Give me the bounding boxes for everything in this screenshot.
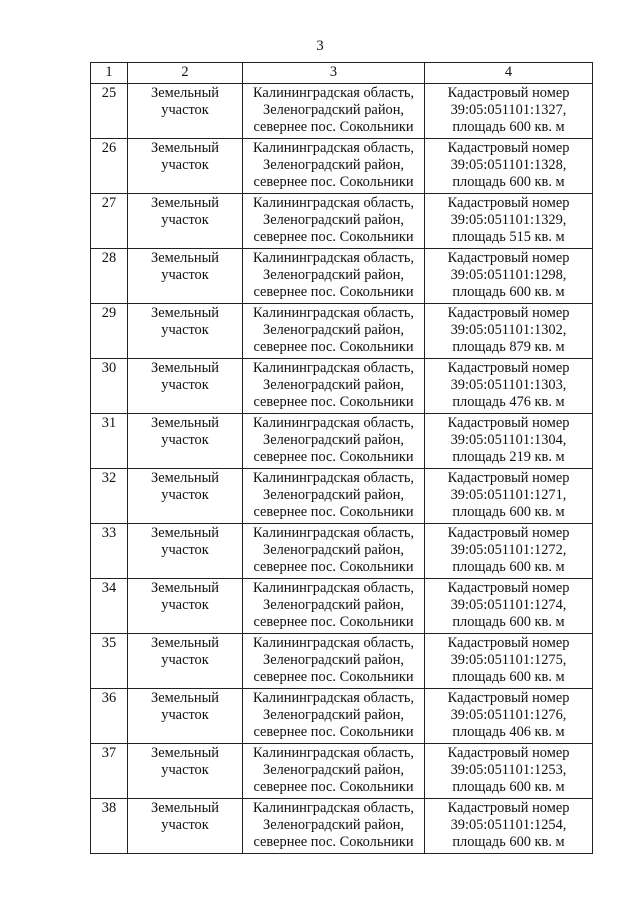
- object-location-line: севернее пос. Сокольники: [253, 449, 414, 465]
- object-type-line: участок: [161, 267, 209, 283]
- object-details-line: 39:05:051101:1304,: [450, 432, 567, 448]
- object-location-line: Калининградская область,: [252, 635, 415, 651]
- object-details-line: Кадастровый номер: [447, 525, 570, 541]
- object-details-line: 39:05:051101:1328,: [450, 157, 567, 173]
- table-row: [91, 304, 593, 359]
- object-location-line: Калининградская область,: [252, 305, 415, 321]
- header-col-3: 3: [243, 63, 425, 84]
- object-details-line: 39:05:051101:1329,: [450, 212, 567, 228]
- object-details: [425, 139, 593, 194]
- table-row: [91, 634, 593, 689]
- object-location: [243, 414, 425, 469]
- header-col-1: 1: [91, 63, 128, 84]
- object-details-line: площадь 515 кв. м: [452, 229, 565, 245]
- object-type: [128, 249, 243, 304]
- object-details: [425, 579, 593, 634]
- object-type: [128, 139, 243, 194]
- object-location: [243, 524, 425, 579]
- table-body: [91, 84, 593, 854]
- object-details-line: площадь 406 кв. м: [452, 724, 565, 740]
- table-row: [91, 469, 593, 524]
- object-location: [243, 579, 425, 634]
- object-type: [128, 469, 243, 524]
- object-location-line: Зеленоградский район,: [262, 487, 405, 503]
- object-location: [243, 799, 425, 854]
- header-col-2: 2: [128, 63, 243, 84]
- row-number: 26: [91, 139, 128, 194]
- object-details-line: 39:05:051101:1253,: [450, 762, 567, 778]
- object-location-line: севернее пос. Сокольники: [253, 394, 414, 410]
- object-details-line: площадь 600 кв. м: [452, 614, 565, 630]
- object-details-line: Кадастровый номер: [447, 635, 570, 651]
- row-number: 37: [91, 744, 128, 799]
- object-details: [425, 744, 593, 799]
- table-header: [91, 63, 593, 84]
- table-row: [91, 524, 593, 579]
- object-details-line: Кадастровый номер: [447, 250, 570, 266]
- object-location-line: севернее пос. Сокольники: [253, 559, 414, 575]
- object-type: [128, 359, 243, 414]
- header-col-4: 4: [425, 63, 593, 84]
- object-details: [425, 304, 593, 359]
- object-type-line: участок: [161, 432, 209, 448]
- row-number: 25: [91, 84, 128, 139]
- object-details-line: Кадастровый номер: [447, 745, 570, 761]
- object-details: [425, 84, 593, 139]
- object-type-line: участок: [161, 212, 209, 228]
- row-number: 35: [91, 634, 128, 689]
- object-details-line: Кадастровый номер: [447, 580, 570, 596]
- object-location: [243, 359, 425, 414]
- object-location-line: Калининградская область,: [252, 415, 415, 431]
- object-type-line: Земельный: [151, 690, 219, 706]
- object-type-line: участок: [161, 322, 209, 338]
- object-details-line: Кадастровый номер: [447, 470, 570, 486]
- object-type-line: участок: [161, 157, 209, 173]
- object-type-line: участок: [161, 707, 209, 723]
- object-location-line: Зеленоградский район,: [262, 102, 405, 118]
- object-location-line: севернее пос. Сокольники: [253, 504, 414, 520]
- object-location-line: севернее пос. Сокольники: [253, 284, 414, 300]
- object-type-line: Земельный: [151, 195, 219, 211]
- object-type-line: Земельный: [151, 415, 219, 431]
- table-row: [91, 799, 593, 854]
- object-location-line: Зеленоградский район,: [262, 267, 405, 283]
- object-location: [243, 139, 425, 194]
- object-type-line: участок: [161, 377, 209, 393]
- table-row: [91, 579, 593, 634]
- object-location-line: Калининградская область,: [252, 85, 415, 101]
- object-location-line: севернее пос. Сокольники: [253, 174, 414, 190]
- object-location-line: Калининградская область,: [252, 140, 415, 156]
- object-details-line: 39:05:051101:1327,: [450, 102, 567, 118]
- object-type-line: участок: [161, 542, 209, 558]
- object-location-line: севернее пос. Сокольники: [253, 229, 414, 245]
- object-location-line: Калининградская область,: [252, 525, 415, 541]
- row-number: 36: [91, 689, 128, 744]
- object-type: [128, 799, 243, 854]
- object-location-line: Зеленоградский район,: [262, 322, 405, 338]
- object-location-line: Зеленоградский район,: [262, 542, 405, 558]
- object-details-line: Кадастровый номер: [447, 800, 570, 816]
- object-location: [243, 744, 425, 799]
- object-type-line: Земельный: [151, 800, 219, 816]
- object-location-line: Зеленоградский район,: [262, 817, 405, 833]
- object-type-line: Земельный: [151, 470, 219, 486]
- object-details-line: площадь 600 кв. м: [452, 779, 565, 795]
- table-row: [91, 194, 593, 249]
- object-details-line: 39:05:051101:1272,: [450, 542, 567, 558]
- object-details: [425, 194, 593, 249]
- object-type-line: Земельный: [151, 525, 219, 541]
- object-location-line: Калининградская область,: [252, 360, 415, 376]
- row-number: 33: [91, 524, 128, 579]
- object-location-line: севернее пос. Сокольники: [253, 669, 414, 685]
- object-location-line: Зеленоградский район,: [262, 377, 405, 393]
- object-type-line: участок: [161, 652, 209, 668]
- object-details-line: площадь 879 кв. м: [452, 339, 565, 355]
- object-details-line: площадь 600 кв. м: [452, 559, 565, 575]
- object-details: [425, 249, 593, 304]
- header-row: [91, 63, 593, 84]
- object-details-line: 39:05:051101:1271,: [450, 487, 567, 503]
- object-details-line: Кадастровый номер: [447, 195, 570, 211]
- object-location: [243, 194, 425, 249]
- object-details-line: Кадастровый номер: [447, 140, 570, 156]
- object-location: [243, 469, 425, 524]
- object-type: [128, 194, 243, 249]
- object-details-line: 39:05:051101:1275,: [450, 652, 567, 668]
- object-location-line: Зеленоградский район,: [262, 212, 405, 228]
- object-type: [128, 689, 243, 744]
- object-location-line: севернее пос. Сокольники: [253, 724, 414, 740]
- object-type-line: Земельный: [151, 635, 219, 651]
- object-type-line: Земельный: [151, 745, 219, 761]
- object-type-line: Земельный: [151, 305, 219, 321]
- object-type-line: Земельный: [151, 580, 219, 596]
- object-details-line: 39:05:051101:1274,: [450, 597, 567, 613]
- object-type-line: участок: [161, 102, 209, 118]
- object-location-line: севернее пос. Сокольники: [253, 119, 414, 135]
- object-location: [243, 249, 425, 304]
- object-details: [425, 414, 593, 469]
- object-location: [243, 84, 425, 139]
- object-details-line: Кадастровый номер: [447, 305, 570, 321]
- object-location-line: Зеленоградский район,: [262, 652, 405, 668]
- row-number: 28: [91, 249, 128, 304]
- object-details-line: 39:05:051101:1254,: [450, 817, 567, 833]
- object-type-line: Земельный: [151, 140, 219, 156]
- object-location-line: Калининградская область,: [252, 745, 415, 761]
- object-type-line: участок: [161, 817, 209, 833]
- table-row: [91, 359, 593, 414]
- row-number: 29: [91, 304, 128, 359]
- object-details-line: площадь 600 кв. м: [452, 669, 565, 685]
- object-details-line: 39:05:051101:1298,: [450, 267, 567, 283]
- object-details-line: Кадастровый номер: [447, 415, 570, 431]
- object-type-line: участок: [161, 487, 209, 503]
- row-number: 34: [91, 579, 128, 634]
- table-row: [91, 414, 593, 469]
- object-location-line: Зеленоградский район,: [262, 432, 405, 448]
- object-details-line: Кадастровый номер: [447, 360, 570, 376]
- object-location-line: севернее пос. Сокольники: [253, 339, 414, 355]
- object-location-line: Зеленоградский район,: [262, 157, 405, 173]
- object-type: [128, 414, 243, 469]
- table-row: [91, 744, 593, 799]
- object-location-line: Калининградская область,: [252, 470, 415, 486]
- object-details: [425, 524, 593, 579]
- object-details: [425, 634, 593, 689]
- object-location-line: Калининградская область,: [252, 250, 415, 266]
- object-type: [128, 84, 243, 139]
- object-details-line: площадь 476 кв. м: [452, 394, 565, 410]
- table-row: [91, 689, 593, 744]
- object-details-line: площадь 600 кв. м: [452, 834, 565, 850]
- page-number: 3: [316, 38, 324, 54]
- object-details: [425, 469, 593, 524]
- object-details-line: площадь 600 кв. м: [452, 174, 565, 190]
- object-location-line: Калининградская область,: [252, 580, 415, 596]
- object-details-line: Кадастровый номер: [447, 690, 570, 706]
- object-type-line: Земельный: [151, 250, 219, 266]
- row-number: 38: [91, 799, 128, 854]
- object-details-line: 39:05:051101:1276,: [450, 707, 567, 723]
- row-number: 31: [91, 414, 128, 469]
- row-number: 27: [91, 194, 128, 249]
- object-location-line: Калининградская область,: [252, 800, 415, 816]
- object-location-line: севернее пос. Сокольники: [253, 614, 414, 630]
- object-details: [425, 689, 593, 744]
- object-type-line: участок: [161, 762, 209, 778]
- object-location-line: Калининградская область,: [252, 195, 415, 211]
- object-location-line: севернее пос. Сокольники: [253, 834, 414, 850]
- table-row: [91, 139, 593, 194]
- table-row: [91, 249, 593, 304]
- row-number: 30: [91, 359, 128, 414]
- row-number: 32: [91, 469, 128, 524]
- object-type-line: Земельный: [151, 85, 219, 101]
- object-location-line: Зеленоградский район,: [262, 707, 405, 723]
- object-type: [128, 524, 243, 579]
- object-details-line: площадь 600 кв. м: [452, 284, 565, 300]
- object-location: [243, 634, 425, 689]
- object-details-line: площадь 219 кв. м: [452, 449, 565, 465]
- object-type: [128, 744, 243, 799]
- object-type: [128, 304, 243, 359]
- object-location: [243, 689, 425, 744]
- object-location-line: севернее пос. Сокольники: [253, 779, 414, 795]
- table-row: [91, 84, 593, 139]
- object-details: [425, 799, 593, 854]
- object-details: [425, 359, 593, 414]
- object-details-line: 39:05:051101:1303,: [450, 377, 567, 393]
- object-details-line: площадь 600 кв. м: [452, 504, 565, 520]
- land-plot-table: [90, 62, 593, 854]
- object-details-line: Кадастровый номер: [447, 85, 570, 101]
- object-location-line: Зеленоградский район,: [262, 762, 405, 778]
- object-type: [128, 579, 243, 634]
- object-location: [243, 304, 425, 359]
- object-location-line: Зеленоградский район,: [262, 597, 405, 613]
- object-location-line: Калининградская область,: [252, 690, 415, 706]
- object-details-line: площадь 600 кв. м: [452, 119, 565, 135]
- object-type-line: Земельный: [151, 360, 219, 376]
- object-type-line: участок: [161, 597, 209, 613]
- object-details-line: 39:05:051101:1302,: [450, 322, 567, 338]
- object-type: [128, 634, 243, 689]
